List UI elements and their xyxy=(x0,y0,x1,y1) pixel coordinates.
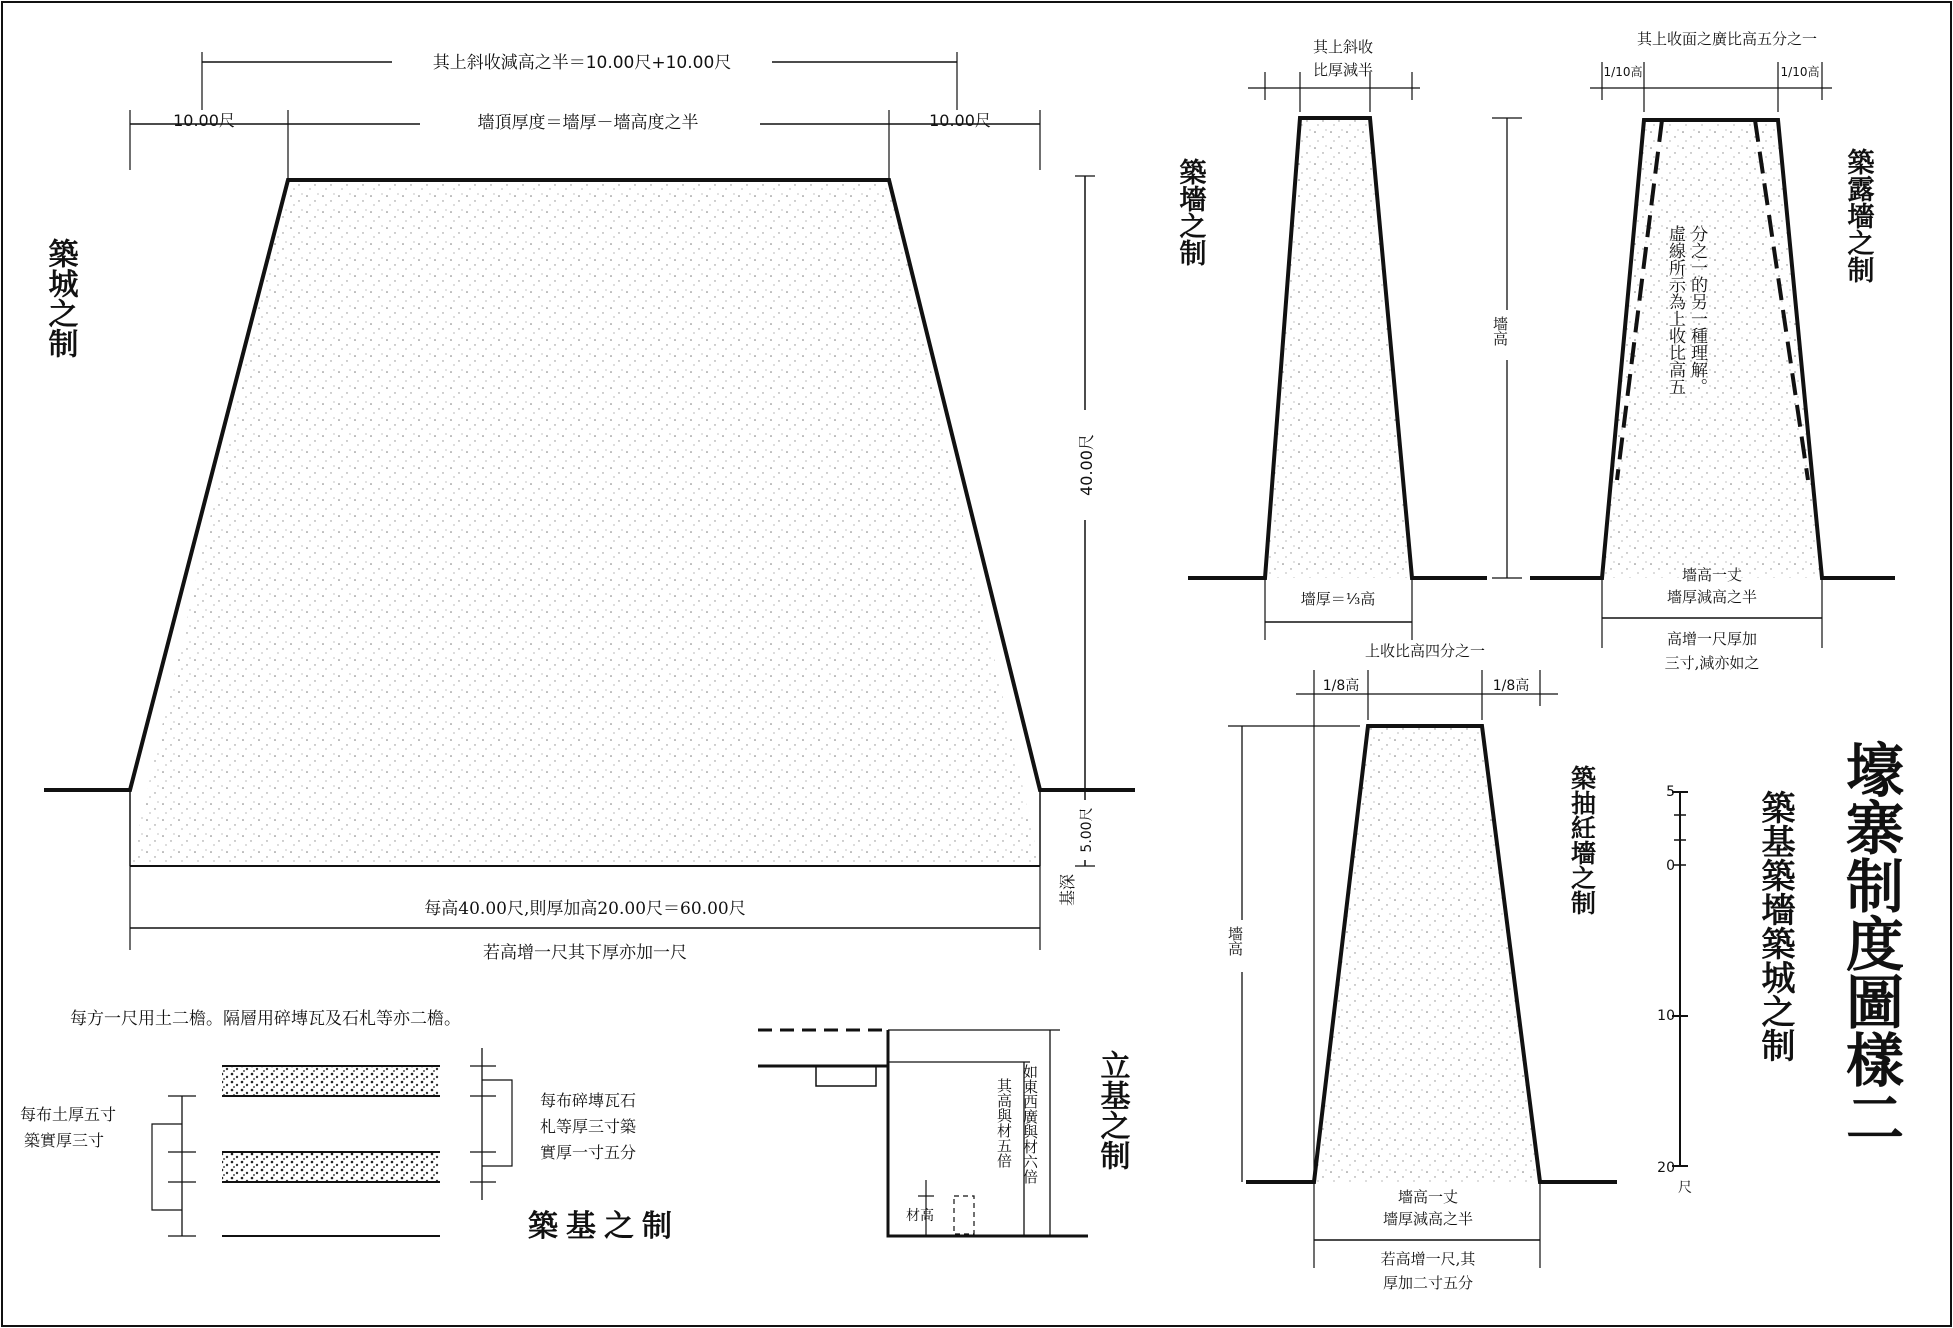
city-wall-section xyxy=(43,48,1136,963)
city-wall-title: 築城之制 xyxy=(42,238,78,358)
rammed-wall-left-fraction: 1/8高 xyxy=(1322,678,1360,694)
wall-height-label: 墻高 xyxy=(1491,316,1509,346)
city-wall-right-offset: 10.00尺 xyxy=(929,111,991,130)
sub-title: 築基築墻築城之制 xyxy=(1755,790,1795,1062)
city-wall-depth-value: 5.00尺 xyxy=(1079,807,1095,853)
wall-top-note-1: 其上斜收 xyxy=(1312,38,1374,56)
foundation-gravel-layer-1 xyxy=(222,1066,440,1096)
foundation-right-note-2: 札等厚三寸築 xyxy=(540,1117,637,1136)
open-wall-inner-note-2: 墻厚減高之半 xyxy=(1666,588,1758,606)
foundation-right-note-1: 每布碎塼瓦石 xyxy=(540,1091,637,1110)
rammed-wall-right-fraction: 1/8高 xyxy=(1492,678,1530,694)
rammed-wall-inner-note-1: 墻高一丈 xyxy=(1397,1188,1459,1206)
foundation-gravel-layer-2 xyxy=(222,1152,440,1182)
base-building-title: 立基之制 xyxy=(1094,1050,1130,1170)
base-building-outline xyxy=(888,1030,1088,1236)
foundation-right-note-3: 實厚一寸五分 xyxy=(540,1143,637,1162)
wall-title: 築墻之制 xyxy=(1174,158,1206,266)
rammed-wall-fill xyxy=(1314,726,1540,1182)
city-wall-fill xyxy=(130,180,1040,866)
city-wall-depth-label: 基深 xyxy=(1058,873,1077,907)
rammed-wall-below-note-2: 厚加二寸五分 xyxy=(1382,1274,1474,1292)
scale-tick-10: 10 xyxy=(1657,1008,1675,1024)
scale-unit: 尺 xyxy=(1678,1180,1692,1196)
open-wall-left-fraction: 1/10高 xyxy=(1603,65,1643,79)
rammed-wall-top-note: 上收比高四分之一 xyxy=(1364,642,1486,660)
rammed-wall-title: 築抽紝墻之制 xyxy=(1567,765,1597,915)
base-building-material-block xyxy=(954,1196,974,1234)
city-wall-height-label: 40.00尺 xyxy=(1077,434,1096,496)
open-wall-title: 築露墻之制 xyxy=(1842,148,1874,283)
scale-tick-0: 0 xyxy=(1666,858,1675,874)
scale-tick-20: 20 xyxy=(1657,1160,1675,1176)
open-wall-below-note-1: 高增一尺厚加 xyxy=(1666,630,1758,648)
open-wall-inner-note-1: 墻高一丈 xyxy=(1681,566,1743,584)
rammed-wall-section xyxy=(1226,642,1617,1292)
city-wall-base-note: 每高40.00尺,則厚加高20.00尺＝60.00尺 xyxy=(424,899,746,919)
base-building-material-label: 材高 xyxy=(906,1208,934,1224)
wall-section xyxy=(1175,38,1523,640)
main-title: 壕寨制度圖樣二 xyxy=(1836,740,1904,1146)
scale-tick-5: 5 xyxy=(1666,784,1675,800)
city-wall-left-offset: 10.00尺 xyxy=(173,111,235,130)
open-wall-right-fraction: 1/10高 xyxy=(1780,65,1820,79)
wall-top-note-2: 比厚減半 xyxy=(1312,61,1374,79)
open-wall-top-note: 其上收面之廣比高五分之一 xyxy=(1636,30,1818,48)
open-wall-section xyxy=(1530,30,1895,672)
open-wall-dashed-note-1: 分之一的另一種理解。 xyxy=(1687,225,1707,395)
rammed-wall-height-label: 墻高 xyxy=(1226,926,1244,956)
base-building-dashed-roof xyxy=(758,1030,888,1066)
scale-bar xyxy=(1657,784,1692,1196)
rammed-wall-inner-note-2: 墻厚減高之半 xyxy=(1382,1210,1474,1228)
foundation-left-note-2: 築實厚三寸 xyxy=(24,1131,105,1150)
city-wall-slope-note: 其上斜收減高之半＝10.00尺+10.00尺 xyxy=(432,53,732,73)
rammed-wall-below-note-1: 若高增一尺,其 xyxy=(1380,1250,1476,1268)
foundation-note: 每方一尺用土二檐。隔層用碎塼瓦及石札等亦二檐。 xyxy=(70,1009,461,1029)
base-building-section xyxy=(758,1030,1131,1236)
city-wall-base-note-2: 若高增一尺其下厚亦加一尺 xyxy=(483,943,687,963)
base-building-col2: 如東西廣與材六倍 xyxy=(1021,1064,1039,1184)
open-wall-below-note-2: 三寸,減亦如之 xyxy=(1664,654,1760,672)
open-wall-dashed-note-2: 虛線所示為上收比高五 xyxy=(1665,225,1685,395)
foundation-title: 築基之制 xyxy=(528,1209,680,1244)
wall-base-note: 墻厚＝⅓高 xyxy=(1300,590,1376,608)
foundation-left-note-1: 每布土厚五寸 xyxy=(20,1105,117,1124)
city-wall-top-width-note: 墻頂厚度＝墻厚－墻高度之半 xyxy=(477,113,699,133)
base-building-col1: 其高與材五倍 xyxy=(995,1078,1013,1168)
foundation-section xyxy=(20,1009,680,1244)
